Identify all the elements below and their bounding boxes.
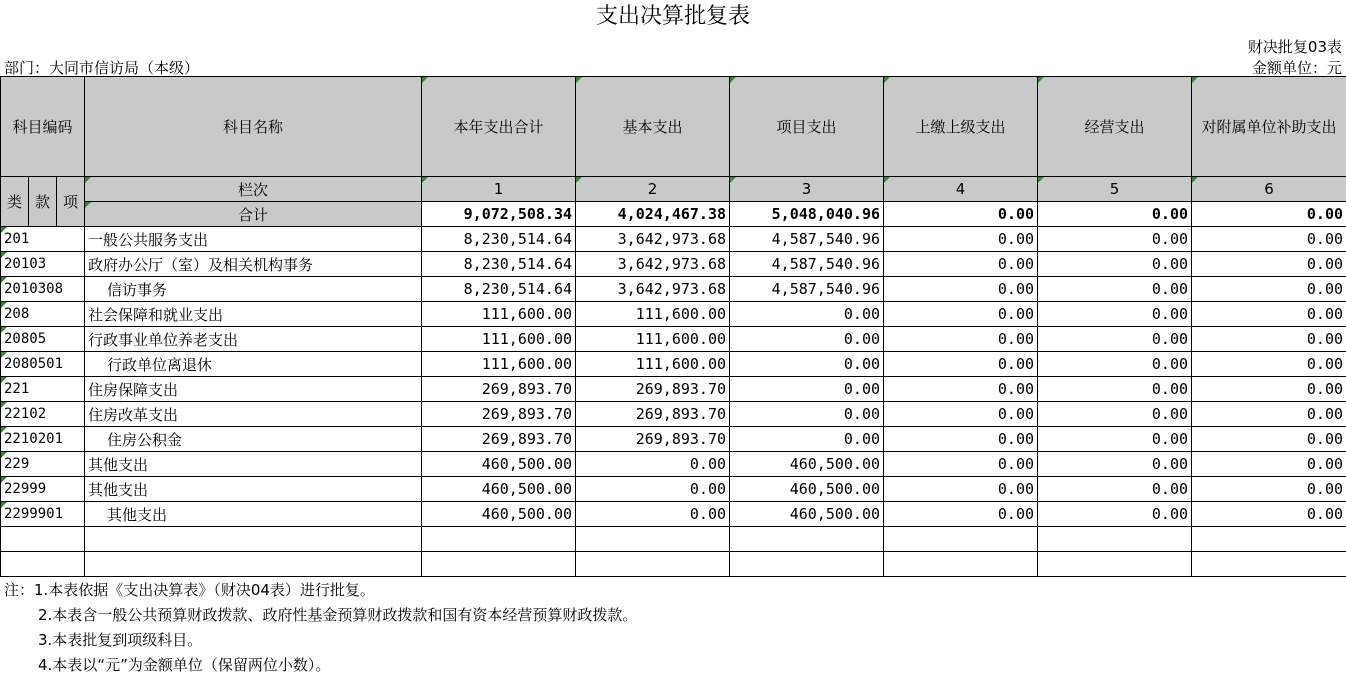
subject-code: 201 bbox=[1, 227, 85, 252]
subject-code: 229 bbox=[1, 452, 85, 477]
empty-cell bbox=[422, 527, 576, 552]
subject-code: 2299901 bbox=[1, 502, 85, 527]
amount-cell: 0.00 bbox=[1038, 477, 1192, 502]
amount-cell: 0.00 bbox=[884, 277, 1038, 302]
empty-cell bbox=[85, 552, 422, 577]
header-business-expenditure: 经营支出 bbox=[1038, 77, 1192, 177]
header-subsidy-expenditure: 对附属单位补助支出 bbox=[1192, 77, 1346, 177]
subject-code: 22102 bbox=[1, 402, 85, 427]
header-kuan: 款 bbox=[29, 177, 57, 227]
amount-cell: 0.00 bbox=[1192, 502, 1346, 527]
amount-cell: 8,230,514.64 bbox=[422, 227, 576, 252]
total-value: 4,024,467.38 bbox=[576, 202, 730, 227]
col-num: 3 bbox=[730, 177, 884, 202]
amount-cell: 0.00 bbox=[1192, 352, 1346, 377]
header-lei: 类 bbox=[1, 177, 29, 227]
amount-cell: 0.00 bbox=[1038, 227, 1192, 252]
col-num: 5 bbox=[1038, 177, 1192, 202]
header-remit-expenditure: 上缴上级支出 bbox=[884, 77, 1038, 177]
table-row bbox=[1, 502, 1346, 527]
subject-code: 221 bbox=[1, 377, 85, 402]
amount-cell: 0.00 bbox=[1192, 252, 1346, 277]
subject-name: 社会保障和就业支出 bbox=[85, 302, 422, 327]
notes-section bbox=[0, 578, 637, 678]
subject-code: 20805 bbox=[1, 327, 85, 352]
total-label: 合计 bbox=[85, 202, 422, 227]
amount-cell: 4,587,540.96 bbox=[730, 252, 884, 277]
table-row bbox=[1, 352, 1346, 377]
empty-cell bbox=[576, 527, 730, 552]
amount-cell: 0.00 bbox=[730, 427, 884, 452]
empty-cell bbox=[1192, 527, 1346, 552]
table-row bbox=[1, 302, 1346, 327]
amount-cell: 111,600.00 bbox=[422, 352, 576, 377]
amount-cell: 0.00 bbox=[1192, 377, 1346, 402]
subject-name: 政府办公厅（室）及相关机构事务 bbox=[85, 252, 422, 277]
amount-cell: 460,500.00 bbox=[422, 502, 576, 527]
empty-cell bbox=[85, 527, 422, 552]
amount-cell: 269,893.70 bbox=[576, 377, 730, 402]
table-row bbox=[1, 377, 1346, 402]
form-number: 财决批复03表 bbox=[1248, 36, 1342, 57]
empty-cell bbox=[422, 552, 576, 577]
subject-code: 2010308 bbox=[1, 277, 85, 302]
empty-cell bbox=[730, 527, 884, 552]
amount-cell: 269,893.70 bbox=[422, 402, 576, 427]
amount-cell: 3,642,973.68 bbox=[576, 227, 730, 252]
amount-cell: 0.00 bbox=[1038, 252, 1192, 277]
amount-cell: 0.00 bbox=[1192, 227, 1346, 252]
amount-cell: 0.00 bbox=[730, 352, 884, 377]
total-value: 0.00 bbox=[884, 202, 1038, 227]
amount-cell: 269,893.70 bbox=[576, 427, 730, 452]
empty-cell bbox=[1038, 527, 1192, 552]
amount-cell: 0.00 bbox=[884, 502, 1038, 527]
empty-cell bbox=[730, 552, 884, 577]
col-num: 4 bbox=[884, 177, 1038, 202]
table-row bbox=[1, 477, 1346, 502]
table-row bbox=[1, 252, 1346, 277]
amount-cell: 0.00 bbox=[576, 502, 730, 527]
header-basic-expenditure: 基本支出 bbox=[576, 77, 730, 177]
amount-cell: 0.00 bbox=[884, 252, 1038, 277]
amount-cell: 0.00 bbox=[884, 402, 1038, 427]
amount-cell: 0.00 bbox=[1192, 452, 1346, 477]
amount-cell: 0.00 bbox=[884, 452, 1038, 477]
amount-cell: 111,600.00 bbox=[576, 352, 730, 377]
amount-cell: 0.00 bbox=[884, 477, 1038, 502]
subject-code: 2210201 bbox=[1, 427, 85, 452]
header-lanci: 栏次 bbox=[85, 177, 422, 202]
amount-cell: 0.00 bbox=[576, 477, 730, 502]
table-row bbox=[1, 452, 1346, 477]
subject-name: 信访事务 bbox=[85, 277, 422, 302]
amount-cell: 0.00 bbox=[1192, 477, 1346, 502]
amount-cell: 460,500.00 bbox=[422, 477, 576, 502]
unit-label: 金额单位：元 bbox=[1252, 57, 1342, 78]
amount-cell: 111,600.00 bbox=[422, 302, 576, 327]
amount-cell: 0.00 bbox=[1192, 427, 1346, 452]
amount-cell: 0.00 bbox=[576, 452, 730, 477]
table-row bbox=[1, 227, 1346, 252]
total-value: 5,048,040.96 bbox=[730, 202, 884, 227]
subject-name: 一般公共服务支出 bbox=[85, 227, 422, 252]
amount-cell: 0.00 bbox=[1192, 302, 1346, 327]
empty-cell bbox=[576, 552, 730, 577]
table-row bbox=[1, 427, 1346, 452]
amount-cell: 0.00 bbox=[884, 227, 1038, 252]
table-row bbox=[1, 277, 1346, 302]
empty-row bbox=[1, 552, 1346, 577]
expenditure-table bbox=[0, 76, 1346, 577]
amount-cell: 0.00 bbox=[730, 327, 884, 352]
header-total-expenditure: 本年支出合计 bbox=[422, 77, 576, 177]
amount-cell: 0.00 bbox=[1038, 402, 1192, 427]
note-line: 3.本表批复到项级科目。 bbox=[0, 628, 637, 653]
total-value: 0.00 bbox=[1038, 202, 1192, 227]
amount-cell: 8,230,514.64 bbox=[422, 277, 576, 302]
subject-code: 208 bbox=[1, 302, 85, 327]
amount-cell: 0.00 bbox=[884, 352, 1038, 377]
amount-cell: 0.00 bbox=[884, 327, 1038, 352]
header-project-expenditure: 项目支出 bbox=[730, 77, 884, 177]
amount-cell: 0.00 bbox=[1038, 277, 1192, 302]
department-label: 部门：大同市信访局（本级） bbox=[4, 57, 199, 78]
subject-name: 住房保障支出 bbox=[85, 377, 422, 402]
subject-name: 其他支出 bbox=[85, 477, 422, 502]
col-num: 6 bbox=[1192, 177, 1346, 202]
amount-cell: 0.00 bbox=[1038, 352, 1192, 377]
empty-row bbox=[1, 527, 1346, 552]
amount-cell: 4,587,540.96 bbox=[730, 277, 884, 302]
amount-cell: 269,893.70 bbox=[576, 402, 730, 427]
subject-name: 行政事业单位养老支出 bbox=[85, 327, 422, 352]
empty-cell bbox=[1192, 552, 1346, 577]
subject-name: 其他支出 bbox=[85, 502, 422, 527]
header-code: 科目编码 bbox=[1, 77, 85, 177]
subject-name: 行政单位离退休 bbox=[85, 352, 422, 377]
amount-cell: 0.00 bbox=[730, 302, 884, 327]
amount-cell: 3,642,973.68 bbox=[576, 252, 730, 277]
empty-cell bbox=[1, 527, 85, 552]
amount-cell: 4,587,540.96 bbox=[730, 227, 884, 252]
subject-name: 住房改革支出 bbox=[85, 402, 422, 427]
page-title: 支出决算批复表 bbox=[0, 0, 1346, 34]
header-xiang: 项 bbox=[57, 177, 85, 227]
amount-cell: 0.00 bbox=[884, 302, 1038, 327]
amount-cell: 111,600.00 bbox=[422, 327, 576, 352]
amount-cell: 0.00 bbox=[730, 402, 884, 427]
subject-code: 22999 bbox=[1, 477, 85, 502]
empty-cell bbox=[1038, 552, 1192, 577]
note-line: 4.本表以“元”为金额单位（保留两位小数）。 bbox=[0, 653, 637, 678]
col-num: 1 bbox=[422, 177, 576, 202]
table-row bbox=[1, 327, 1346, 352]
amount-cell: 111,600.00 bbox=[576, 302, 730, 327]
col-num: 2 bbox=[576, 177, 730, 202]
amount-cell: 8,230,514.64 bbox=[422, 252, 576, 277]
amount-cell: 460,500.00 bbox=[422, 452, 576, 477]
amount-cell: 460,500.00 bbox=[730, 452, 884, 477]
subject-name: 住房公积金 bbox=[85, 427, 422, 452]
amount-cell: 0.00 bbox=[1038, 427, 1192, 452]
amount-cell: 460,500.00 bbox=[730, 477, 884, 502]
amount-cell: 269,893.70 bbox=[422, 377, 576, 402]
subject-name: 其他支出 bbox=[85, 452, 422, 477]
amount-cell: 0.00 bbox=[1038, 302, 1192, 327]
amount-cell: 0.00 bbox=[884, 427, 1038, 452]
table-row bbox=[1, 402, 1346, 427]
header-name: 科目名称 bbox=[85, 77, 422, 177]
amount-cell: 3,642,973.68 bbox=[576, 277, 730, 302]
subject-code: 20103 bbox=[1, 252, 85, 277]
amount-cell: 269,893.70 bbox=[422, 427, 576, 452]
amount-cell: 0.00 bbox=[1192, 402, 1346, 427]
amount-cell: 0.00 bbox=[1038, 377, 1192, 402]
amount-cell: 0.00 bbox=[1038, 502, 1192, 527]
note-line: 注：1.本表依据《支出决算表》（财决04表）进行批复。 bbox=[0, 578, 637, 603]
note-line: 2.本表含一般公共预算财政拨款、政府性基金预算财政拨款和国有资本经营预算财政拨款。 bbox=[0, 603, 637, 628]
amount-cell: 0.00 bbox=[1038, 327, 1192, 352]
empty-cell bbox=[1, 552, 85, 577]
amount-cell: 111,600.00 bbox=[576, 327, 730, 352]
total-value: 9,072,508.34 bbox=[422, 202, 576, 227]
amount-cell: 0.00 bbox=[1038, 452, 1192, 477]
empty-cell bbox=[884, 527, 1038, 552]
amount-cell: 0.00 bbox=[1192, 277, 1346, 302]
empty-cell bbox=[884, 552, 1038, 577]
subject-code: 2080501 bbox=[1, 352, 85, 377]
amount-cell: 0.00 bbox=[730, 377, 884, 402]
amount-cell: 0.00 bbox=[884, 377, 1038, 402]
amount-cell: 0.00 bbox=[1192, 327, 1346, 352]
amount-cell: 460,500.00 bbox=[730, 502, 884, 527]
total-value: 0.00 bbox=[1192, 202, 1346, 227]
